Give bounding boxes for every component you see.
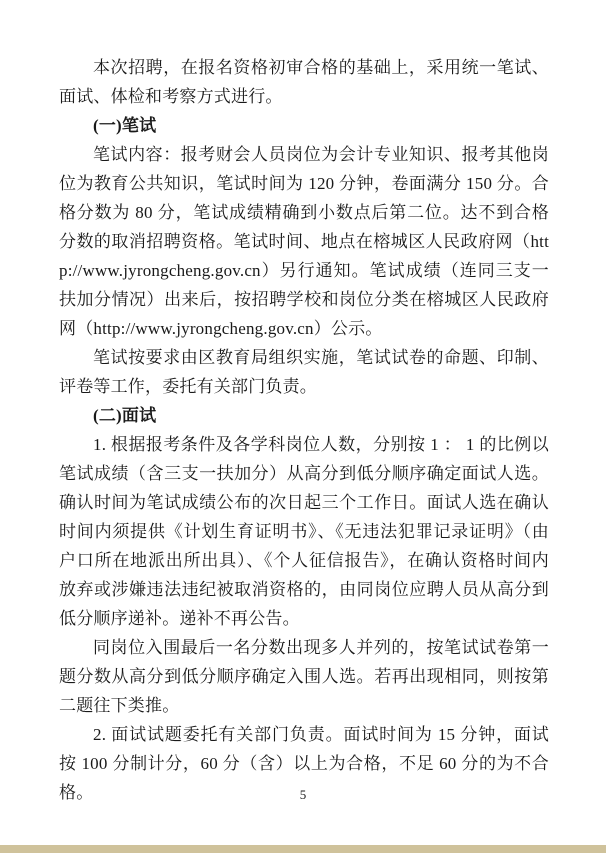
section-heading: (一)笔试 bbox=[93, 116, 157, 135]
body-paragraph: 笔试内容：报考财会人员岗位为会计专业知识、报考其他岗位为教育公共知识，笔试时间为 120 分钟，卷面满分 150 分。合格分数为 80 分，笔试成绩精确到小数点后第二位。达不到合格分数的取消招聘资格。笔试时间、地点在榕城区人民政府网（http://www.jyrongcheng.gov.cn）另行通知。笔试成绩（连同三支一扶加分情况）出来后，按招聘学校和岗位分类在榕城区人民政府网（http://www.jyrongcheng.gov.cn）公示。 bbox=[59, 145, 549, 338]
body-paragraph: 1. 根据报考条件及各学科岗位人数，分别按 1 ： 1 的比例以笔试成绩（含三支一扶加分）从高分到低分顺序确定面试人选。确认时间为笔试成绩公布的次日起三个工作日。面试人选在确认时间内须提供《计划生育证明书》、《无违法犯罪记录证明》（由户口所在地派出所出具）、《个人征信报告》，在确认资格时间内放弃或涉嫌违法违纪被取消资格的，由同岗位应聘人员从高分到低分顺序递补。递补不再公告。 bbox=[59, 435, 549, 628]
body-paragraph: 2. 面试试题委托有关部门负责。面试时间为 15 分钟，面试按 100 分制计分，60 分（含）以上为合格，不足 60 分的为不合格。 bbox=[59, 725, 549, 802]
page-number: 5 bbox=[299, 787, 307, 802]
body-paragraph: 同岗位入围最后一名分数出现多人并列的，按笔试试卷第一题分数从高分到低分顺序确定入围人选。若再出现相同，则按第二题往下类推。 bbox=[59, 638, 549, 715]
document-body bbox=[59, 53, 549, 807]
body-paragraph: 本次招聘，在报名资格初审合格的基础上，采用统一笔试、面试、体检和考察方式进行。 bbox=[59, 58, 549, 106]
body-paragraph: 笔试按要求由区教育局组织实施，笔试试卷的命题、印制、评卷等工作，委托有关部门负责。 bbox=[59, 348, 549, 396]
scan-edge-strip bbox=[0, 845, 606, 853]
section-heading: (二)面试 bbox=[93, 406, 157, 425]
